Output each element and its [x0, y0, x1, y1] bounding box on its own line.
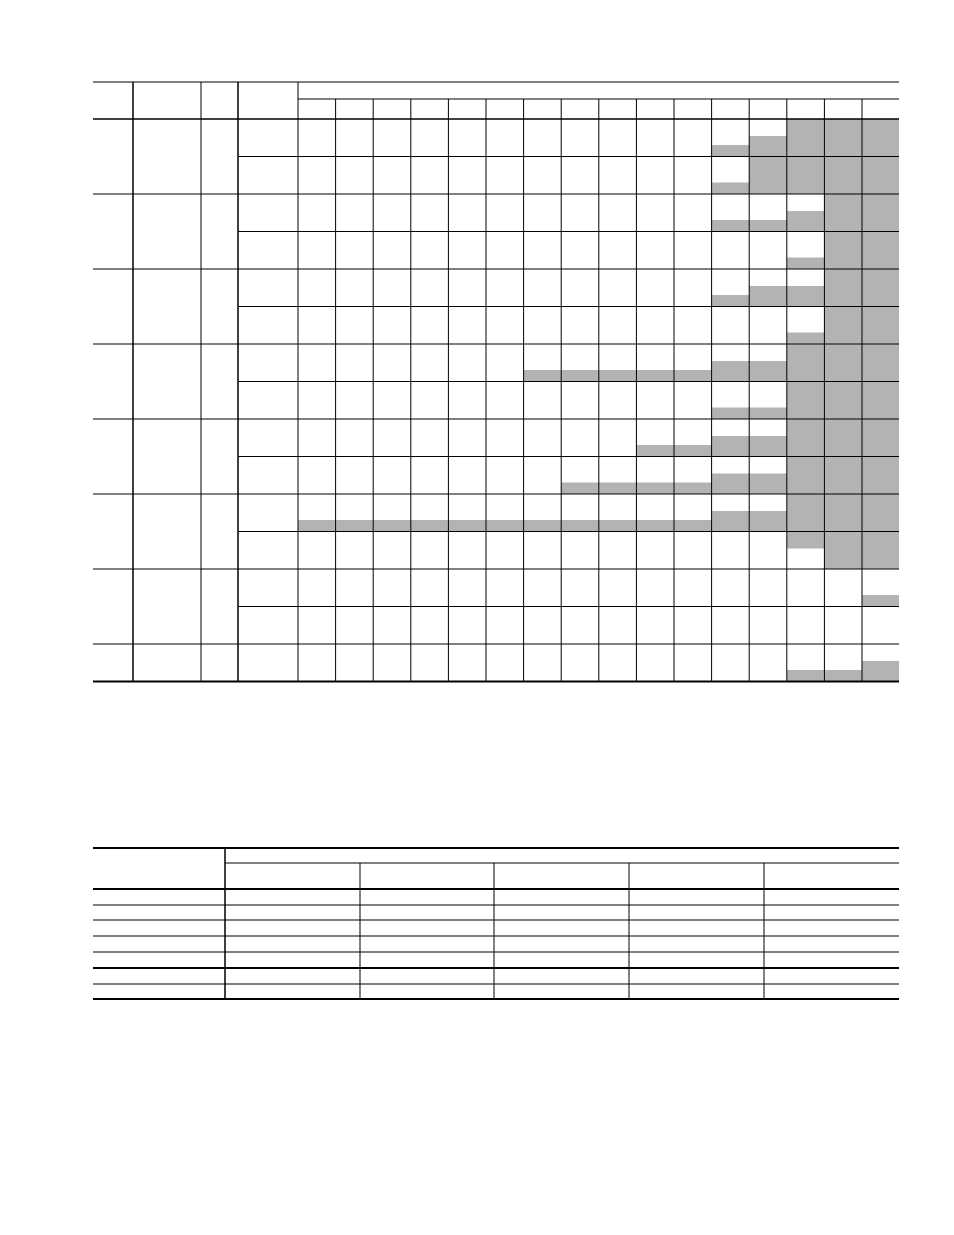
- shaded-cell: [712, 295, 750, 306]
- shaded-cell: [524, 370, 712, 381]
- shaded-cell: [824, 549, 862, 569]
- shaded-cell: [712, 183, 750, 194]
- shaded-cell: [862, 661, 899, 681]
- shaded-cell: [862, 595, 899, 606]
- shaded-cell: [862, 532, 899, 569]
- shaded-cell: [712, 145, 750, 156]
- shaded-cell: [787, 211, 825, 231]
- shaded-cell: [787, 399, 899, 419]
- shaded-cell: [749, 136, 787, 194]
- shaded-cell: [298, 520, 712, 531]
- shaded-cell: [787, 258, 825, 269]
- shaded-cell: [787, 333, 825, 344]
